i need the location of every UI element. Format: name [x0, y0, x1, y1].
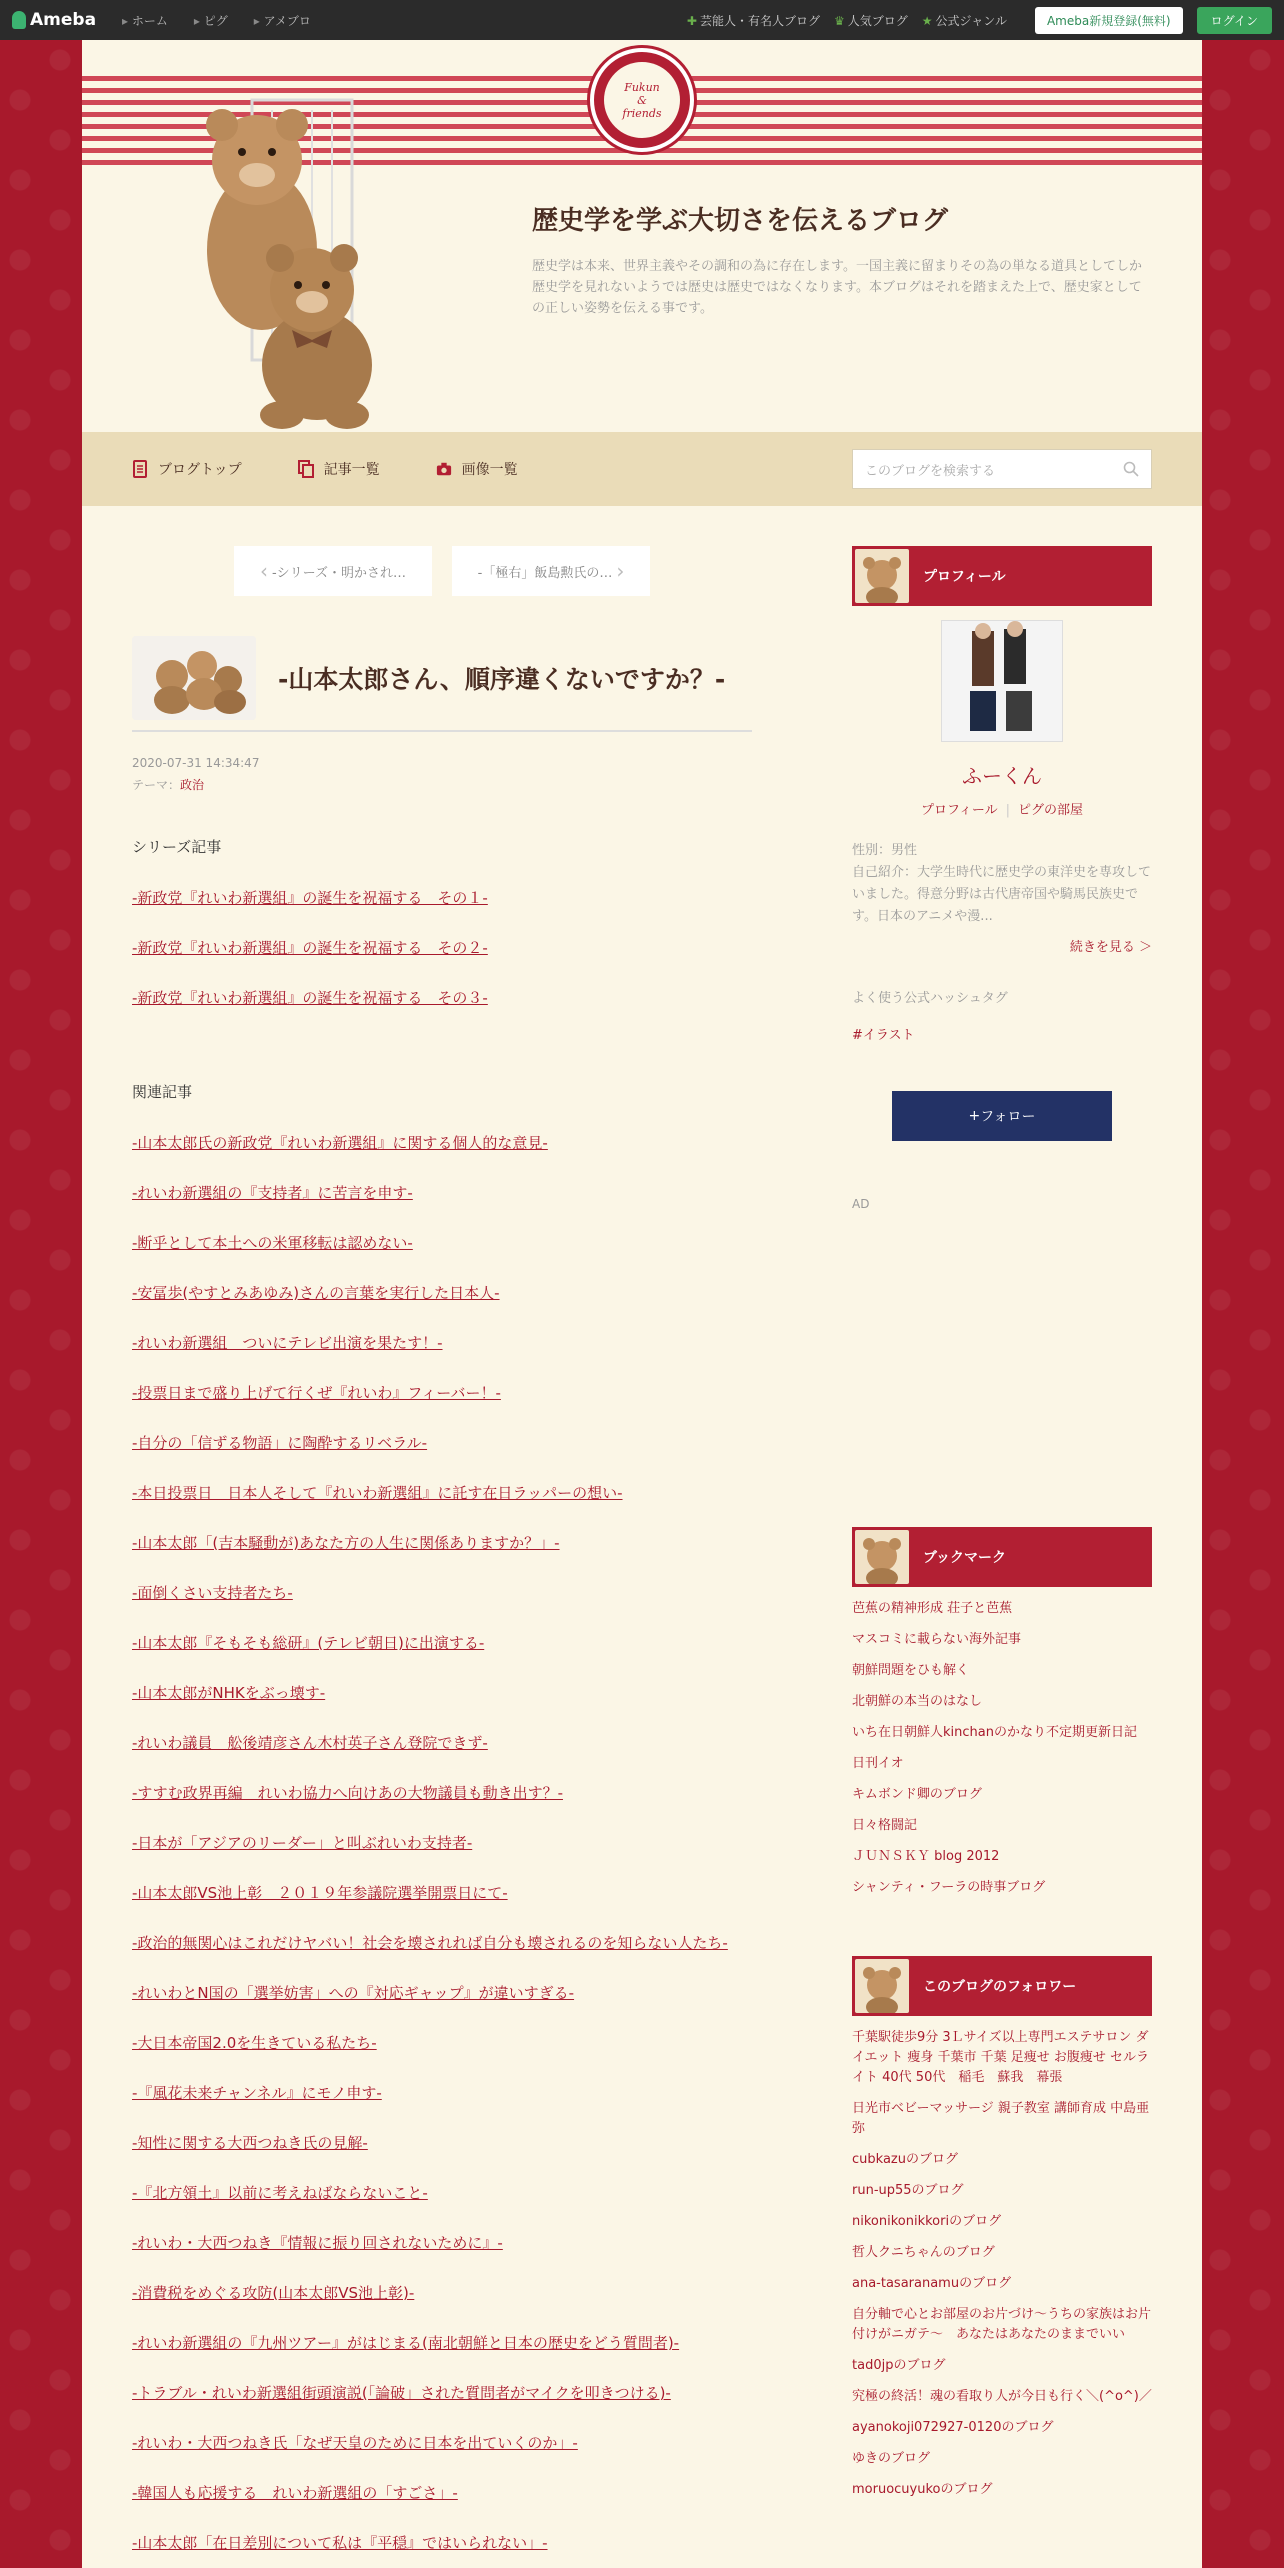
related-article-link[interactable]: -消費税をめぐる攻防(山本太郎VS池上彰)- [132, 2284, 415, 2302]
bookmark-link[interactable]: ＪＵＮＳＫＹ blog 2012 [852, 1849, 1000, 1864]
article-thumbnail[interactable] [132, 636, 256, 720]
article-pager [182, 546, 702, 596]
related-article-link[interactable]: -韓国人も応援する れいわ新選組の「すごさ」- [132, 2484, 458, 2502]
sidebar [852, 546, 1152, 2568]
teddy-bears-image [142, 90, 442, 430]
related-article-link[interactable]: -『風花未来チャンネル』にモノ申す- [132, 2084, 382, 2102]
official-genre-link[interactable]: ★ 公式ジャンル [921, 13, 1007, 28]
related-article-link[interactable]: -れいわ新選組の『九州ツアー』がはじまる(南北朝鮮と日本の歴史をどう質問者)- [132, 2334, 680, 2352]
next-article-button[interactable]: -「極右」飯島勲氏の… › [452, 546, 650, 596]
pigg-room-link[interactable]: ピグの部屋 [1018, 803, 1084, 818]
follower-link[interactable]: 日光市ベビーマッサージ 親子教室 講師育成 中島亜弥 [852, 2101, 1150, 2136]
related-article-link[interactable]: -れいわ・大西つねき『情報に振り回されないために』- [132, 2234, 503, 2252]
related-article-link[interactable]: -山本太郎『そもそも総研』(テレビ朝日)に出演する- [132, 1634, 485, 1652]
profile-name[interactable]: ふーくん [962, 764, 1042, 788]
related-article-link[interactable]: -政治的無関心はこれだけヤバい！社会を壊されれば自分も壊されるのを知らない人たち- [132, 1934, 728, 1952]
article-body [132, 836, 752, 2554]
related-article-link[interactable]: -トラブル・れいわ新選組街頭演説(「論破」された質問者がマイクを叩きつける)- [132, 2384, 671, 2402]
related-article-link[interactable]: -れいわ新選組 ついにテレビ出演を果たす！- [132, 1334, 443, 1352]
article-header [132, 636, 752, 732]
related-article-link[interactable]: -すすむ政界再編 れいわ協力へ向けあの大物議員も動き出す？- [132, 1784, 563, 1802]
bookmark-widget-header: ブックマーク [852, 1527, 1152, 1587]
bookmark-link[interactable]: 日々格闘記 [852, 1818, 918, 1833]
related-article-link[interactable]: -山本太郎氏の新政党『れいわ新選組』に関する個人的な意見- [132, 1134, 548, 1152]
bookmark-link[interactable]: いち在日朝鮮人kinchanのかなり不定期更新日記 [852, 1725, 1137, 1740]
follower-link[interactable]: 千葉駅徒歩9分 3Ｌサイズ以上専門エステサロン ダイエット 痩身 千葉市 千葉 足痩せ お腹痩せ セルライト 40代 50代 稲毛 蘇我 幕張 [852, 2030, 1150, 2085]
nav-blog-top[interactable]: ブログトップ [132, 459, 242, 479]
related-article-link[interactable]: -れいわ新選組の『支持者』に苦言を申す- [132, 1184, 413, 1202]
related-article-link[interactable]: -『北方領土』以前に考えねばならないこと- [132, 2184, 428, 2202]
top-nav-home[interactable]: ▸ ホーム [122, 12, 168, 29]
profile-widget-header: プロフィール [852, 546, 1152, 606]
document-icon [132, 460, 148, 478]
related-article-link[interactable]: -日本が「アジアのリーダー」と叫ぶれいわ支持者- [132, 1834, 473, 1852]
related-article-link[interactable]: -面倒くさい支持者たち- [132, 1584, 293, 1602]
nav-image-list[interactable]: 画像一覧 [436, 459, 518, 479]
bear-avatar [855, 1530, 909, 1584]
profile-link[interactable]: プロフィール [920, 803, 998, 818]
star-icon: ★ [921, 13, 933, 28]
related-article-link[interactable]: -山本太郎がNHKをぶっ壊す- [132, 1684, 326, 1702]
hashtag-heading: よく使う公式ハッシュタグ [852, 991, 1008, 1006]
related-article-link[interactable]: -自分の「信ずる物語」に陶酔するリベラル- [132, 1434, 428, 1452]
article-meta: 2020-07-31 14:34:47 テーマ：政治 [132, 752, 752, 796]
bears-thumbnail-image [132, 636, 256, 720]
follower-link[interactable]: tad0jpのブログ [852, 2358, 946, 2373]
celebrity-blog-link[interactable]: ✚ 芸能人・有名人ブログ [686, 13, 820, 28]
bookmark-list [852, 1599, 1152, 1898]
series-link[interactable]: -新政党『れいわ新選組』の誕生を祝福する その１- [132, 889, 488, 907]
popular-blog-link[interactable]: ♛ 人気ブログ [833, 13, 908, 28]
bear-avatar [855, 549, 909, 603]
related-article-link[interactable]: -大日本帝国2.0を生きている私たち- [132, 2034, 377, 2052]
follower-link[interactable]: 究極の終活！魂の看取り人が今日も行く＼(^o^)／ [852, 2389, 1152, 2404]
series-link[interactable]: -新政党『れいわ新選組』の誕生を祝福する その３- [132, 989, 488, 1007]
chevron-right-icon: › [616, 559, 625, 583]
camera-icon [436, 460, 452, 478]
follower-list [852, 2028, 1152, 2500]
profile-links: プロフィール | ピグの部屋 [920, 803, 1084, 818]
blog-navbar [82, 432, 1202, 506]
related-article-link[interactable]: -山本太郎「在日差別について私は『平穏』ではいられない」- [132, 2534, 548, 2552]
bookmark-link[interactable]: 日刊イオ [852, 1756, 904, 1771]
bookmark-link[interactable]: キムボンド卿のブログ [852, 1787, 982, 1802]
read-more-link[interactable]: 続きを見る ＞ [1069, 940, 1152, 955]
follower-link[interactable]: ana-tasaranamuのブログ [852, 2276, 1012, 2291]
follower-link[interactable]: nikonikonikkoriのブログ [852, 2214, 1002, 2229]
content-area [82, 506, 1202, 2568]
crown-icon: ♛ [833, 13, 845, 28]
login-button[interactable]: ログイン [1197, 7, 1272, 34]
blog-title[interactable]: 歴史学を学ぶ大切さを伝えるブログ [532, 206, 949, 236]
ameba-topbar [0, 0, 1284, 40]
follower-link[interactable]: run-up55のブログ [852, 2183, 964, 2198]
fukun-friends-seal: Fukun & friends [590, 48, 694, 152]
related-list [132, 1132, 752, 2554]
profile-details: 性別：男性 自己紹介：大学生時代に歴史学の東洋史を専攻していました。得意分野は古代唐帝国や騎馬民族史です。日本のアニメや漫... [852, 843, 1152, 924]
related-article-link[interactable]: -れいわとN国の「選挙妨害」への『対応ギャップ』が違いすぎる- [132, 1984, 575, 2002]
series-link[interactable]: -新政党『れいわ新選組』の誕生を祝福する その２- [132, 939, 488, 957]
related-heading: 関連記事 [132, 1083, 193, 1101]
follower-link[interactable]: 哲人クニちゃんのブログ [852, 2245, 995, 2260]
bookmark-link[interactable]: 朝鮮問題をひも解く [852, 1663, 970, 1678]
ameba-logo[interactable]: Ameba [12, 10, 96, 30]
top-nav-ameblo[interactable]: ▸ アメブロ [254, 12, 311, 29]
related-article-link[interactable]: -れいわ議員 舩後靖彦さん木村英子さん登院できず- [132, 1734, 488, 1752]
bookmark-link[interactable]: 北朝鮮の本当のはなし [852, 1694, 983, 1709]
chevron-left-icon: ‹ [259, 559, 268, 583]
article-date: 2020-07-31 14:34:47 [132, 756, 260, 770]
related-article-link[interactable]: -投票日まで盛り上げて行くぜ『れいわ』フィーバー！- [132, 1384, 501, 1402]
profile-photo[interactable] [941, 620, 1063, 742]
related-article-link[interactable]: -安冨歩(やすとみあゆみ)さんの言葉を実行した日本人- [132, 1284, 500, 1302]
follower-link[interactable]: moruocuyukoのブログ [852, 2482, 993, 2497]
article-column [132, 546, 752, 2568]
search-icon[interactable] [1123, 461, 1139, 477]
followers-widget-header: このブログのフォロワー [852, 1956, 1152, 2016]
nav-article-list[interactable]: 記事一覧 [298, 459, 380, 479]
bookmark-link[interactable]: シャンティ・フーラの時事ブログ [852, 1880, 1046, 1895]
plus-icon: + [968, 1108, 981, 1124]
theme-link[interactable]: 政治 [180, 778, 205, 792]
follower-link[interactable]: ayanokoji072927-0120のブログ [852, 2420, 1054, 2435]
ad-slot: AD [852, 1197, 870, 1211]
ameba-logo-icon [12, 11, 26, 29]
copy-icon [298, 460, 314, 478]
related-article-link[interactable]: -山本太郎VS池上彰 ２０１９年参議院選挙開票日にて- [132, 1884, 508, 1902]
bear-avatar [855, 1959, 909, 2013]
related-article-link[interactable]: -山本太郎「(吉本騒動が)あなた方の人生に関係ありますか？」- [132, 1534, 560, 1552]
top-right-links [687, 7, 1272, 34]
related-article-link[interactable]: -断乎として本土への米軍移転は認めない- [132, 1234, 413, 1252]
follower-link[interactable]: ゆきのブログ [852, 2451, 931, 2466]
hashtag-link[interactable]: #イラスト [852, 1028, 915, 1043]
follow-button[interactable]: + フォロー [892, 1091, 1112, 1141]
related-article-link[interactable]: -れいわ・大西つねき氏「なぜ天皇のために日本を出ていくのか」- [132, 2434, 578, 2452]
follower-link[interactable]: 自分軸で心とお部屋のお片づけ～うちの家族はお片付けがニガテ～ あなたはあなたのままでいい [852, 2307, 1152, 2342]
top-nav [122, 12, 311, 29]
article-title: -山本太郎さん、順序違くないですか？- [278, 665, 726, 694]
bookmark-link[interactable]: 芭蕉の精神形成 荘子と芭蕉 [852, 1601, 1013, 1616]
related-article-link[interactable]: -本日投票日 日本人そして『れいわ新選組』に託す在日ラッパーの想い- [132, 1484, 623, 1502]
signup-button[interactable]: Ameba新規登録(無料) [1035, 7, 1183, 34]
series-heading: シリーズ記事 [132, 838, 222, 856]
star-icon: ✚ [686, 13, 697, 28]
blog-wrapper [82, 40, 1202, 2568]
follower-link[interactable]: cubkazuのブログ [852, 2152, 958, 2167]
bookmark-link[interactable]: マスコミに載らない海外記事 [852, 1632, 1022, 1647]
blog-header [82, 40, 1202, 432]
prev-article-button[interactable]: ‹ -シリーズ・明かされ… [234, 546, 432, 596]
blog-description: 歴史学は本来、世界主義やその調和の為に存在します。一国主義に留まりその為の単なる道具としてしか歴史学を見れないようでは歴史は歴史ではなくなります。本ブログはそれを踏まえた上で、歴史家としての正しい姿勢を伝える事です。 [532, 259, 1142, 316]
related-article-link[interactable]: -知性に関する大西つねき氏の見解- [132, 2134, 368, 2152]
blog-search-input[interactable]: このブログを検索する [852, 449, 1152, 489]
top-nav-pigg[interactable]: ▸ ピグ [194, 12, 228, 29]
